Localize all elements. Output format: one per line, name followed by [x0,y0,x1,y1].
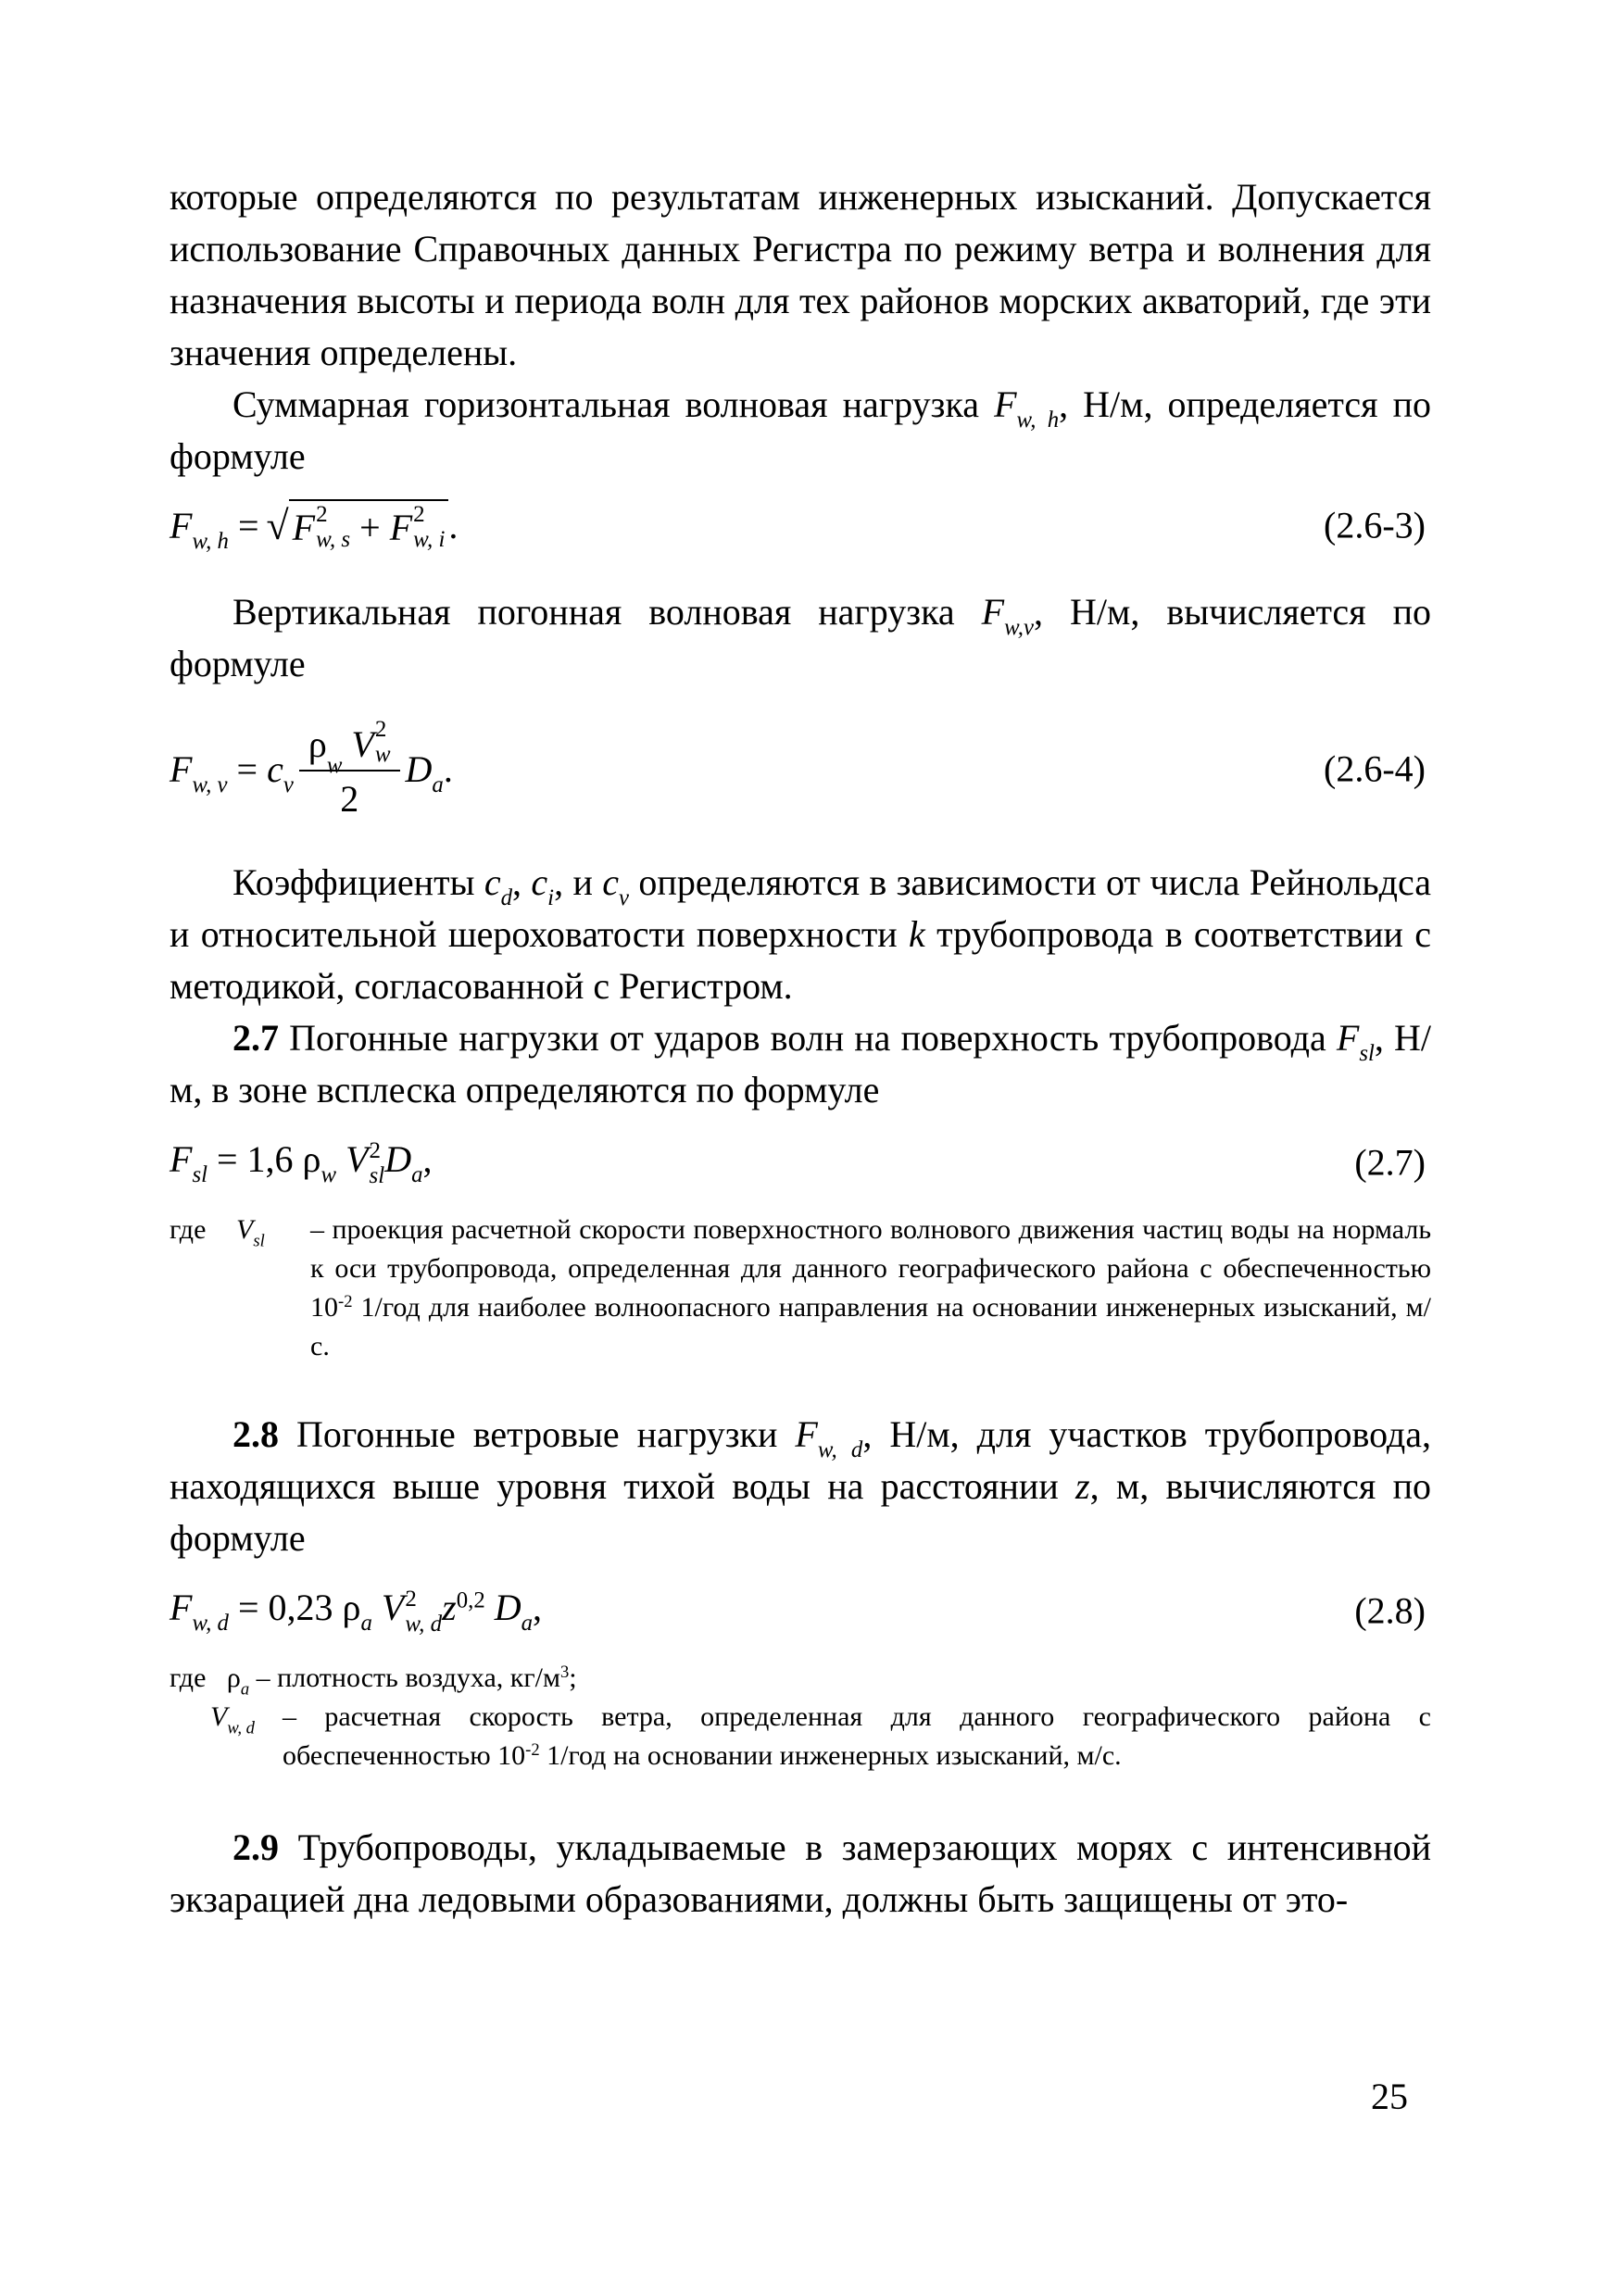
equation-number: (2.7) [1354,1141,1426,1184]
exponent: 0,2 [456,1587,485,1613]
section-2-7: 2.7 Погонные нагрузки от ударов волн на поверхность трубопровода $F_{sl}$, Н/м, в зоне всплеска определяются по формуле [170,1017,1432,1110]
text-span: 1/год на основании инженерных изысканий, м/с. [547,1740,1122,1771]
page-number: 25 [1371,2076,1408,2117]
equation-number: (2.6-3) [1324,504,1426,546]
text-span: Погонные ветровые нагрузки [296,1413,778,1455]
text-span: 1/год для наиболее волноопасного направления на основании инженерных изысканий, м/с. [310,1292,1432,1361]
text-span: Суммарная горизонтальная волновая нагрузка [232,383,980,425]
text-span: и [572,861,593,903]
text-span: Трубопроводы, укладываемые в замерзающих морях с интенсивной экзарацией дна ледовыми образованиями, должны быть защищены от это- [170,1826,1432,1920]
paragraph-coefficients: Коэффициенты $c_d$, $c_i$, и $c_v$ определяются в зависимости от числа Рейнольдса и относительной шероховатости поверхности k трубопровода в соответствии с методикой, согласованной с Регистром. [170,861,1432,1007]
text-span: определяются в зависимости от числа Рейнольдса и относительной шероховатости поверхности [170,861,1432,955]
paragraph-vertical-load: Вертикальная погонная волновая нагрузка $F_{w,v}$, Н/м, вычисляется по формуле [170,591,1431,684]
where-block-vsl: где $V_{sl}$ – проекция расчетной скорости поверхностного волнового движения частиц воды на нормаль к оси трубопровода, определенная для данного географического района с обеспеченностью $10^{-2}$ 1/год для наиболее волноопасного направления на основании инженерных изысканий, м/с. [170,1211,1431,1366]
formula-2-7: $F_{sl} = 1,6$ $\rho_w$ V 2 sl $D_a$, (2.7) [170,1137,1426,1188]
text-span: Погонные нагрузки от ударов волн на поверхность трубопровода [289,1017,1326,1059]
section-2-9 [170,1822,1431,1926]
text-span: ; [569,1662,577,1693]
symbol-k: k [909,913,925,955]
text-span: трубопровода в соответствии с методикой, согласованной с Регистром. [170,913,1431,1007]
formula-2-6-4: $F_{w, v} = c_v$ ρ w V 2 w 2 $D_a$. (2.6-4) [170,716,1426,820]
page-content [170,171,1431,1926]
section-number: 2.7 [232,1017,279,1059]
text-span: , м, вычисляются по формуле [170,1465,1432,1559]
text-span: Вертикальная погонная волновая нагрузка [232,591,955,633]
exponent: -2 [338,1291,353,1311]
text-span: , Н/м, определяется по формуле [170,383,1431,477]
text-span: , Н/м, для участков трубопровода, находящихся выше уровня тихой воды на расстоянии [170,1413,1432,1507]
exponent: 3 [559,1662,570,1682]
formula-2-8: $F_{w, d} = 0,23$ $\rho_a$ V 2 w, d $z^{0,2}$ $D_a$, (2.8) [170,1586,1426,1637]
symbol-z: z [1075,1465,1090,1507]
where-label: где [170,1662,207,1693]
where-block-rho: где $\rho_a$ – плотность воздуха, $кг/м^3$; [170,1662,577,1700]
text-span: , Н/м, вычисляется по формуле [170,591,1431,684]
coefficient: 0,23 [268,1587,333,1629]
section-number: 2.9 [232,1826,279,1868]
equation-number: (2.8) [1354,1589,1426,1632]
coefficient: 1,6 [246,1138,294,1181]
paragraph-horizontal-load: Суммарная горизонтальная волновая нагрузка $F_{w, h}$, Н/м, определяется по формуле [170,383,1431,477]
paragraph-intro: которые определяются по результатам инженерных изысканий. Допускается использование Справочных данных Регистра по режиму ветра и волнения для назначения высоты и периода волн для тех районов морских акваторий, где эти значения определены. [170,176,1431,373]
text-span: – проекция расчетной скорости поверхностного волнового движения частиц воды на нормаль к оси трубопровода, определенная для данного географического района с обеспеченностью 10 [310,1214,1431,1323]
text-span: – расчетная скорость ветра, определенная для данного географического района с обеспеченностью 10 [283,1701,1431,1771]
text-span: Коэффициенты [232,861,475,903]
formula-2-6-3: $F_{w, h}$ = √ F 2 w, s + F 2 w, i . (2.6-3) [170,483,1431,568]
where-label: где [170,1214,207,1245]
where-block-vwd: $V_{w, d}$ – расчетная скорость ветра, определенная для данного географического района с обеспеченностью $10^{-2}$ 1/год на основании инженерных изысканий, м/с. [210,1701,1431,1771]
text-span: , Н/м, в зоне всплеска определяются по формуле [170,1017,1432,1110]
text-span: – плотность воздуха, кг/м [256,1662,560,1693]
equation-number: (2.6-4) [1324,747,1426,790]
section-number: 2.8 [232,1413,279,1455]
section-2-8: 2.8 Погонные ветровые нагрузки $F_{w, d}$, Н/м, для участков трубопровода, находящихся выше уровня тихой воды на расстоянии z, м, вычисляются по формуле [170,1413,1432,1559]
exponent: -2 [525,1739,540,1760]
